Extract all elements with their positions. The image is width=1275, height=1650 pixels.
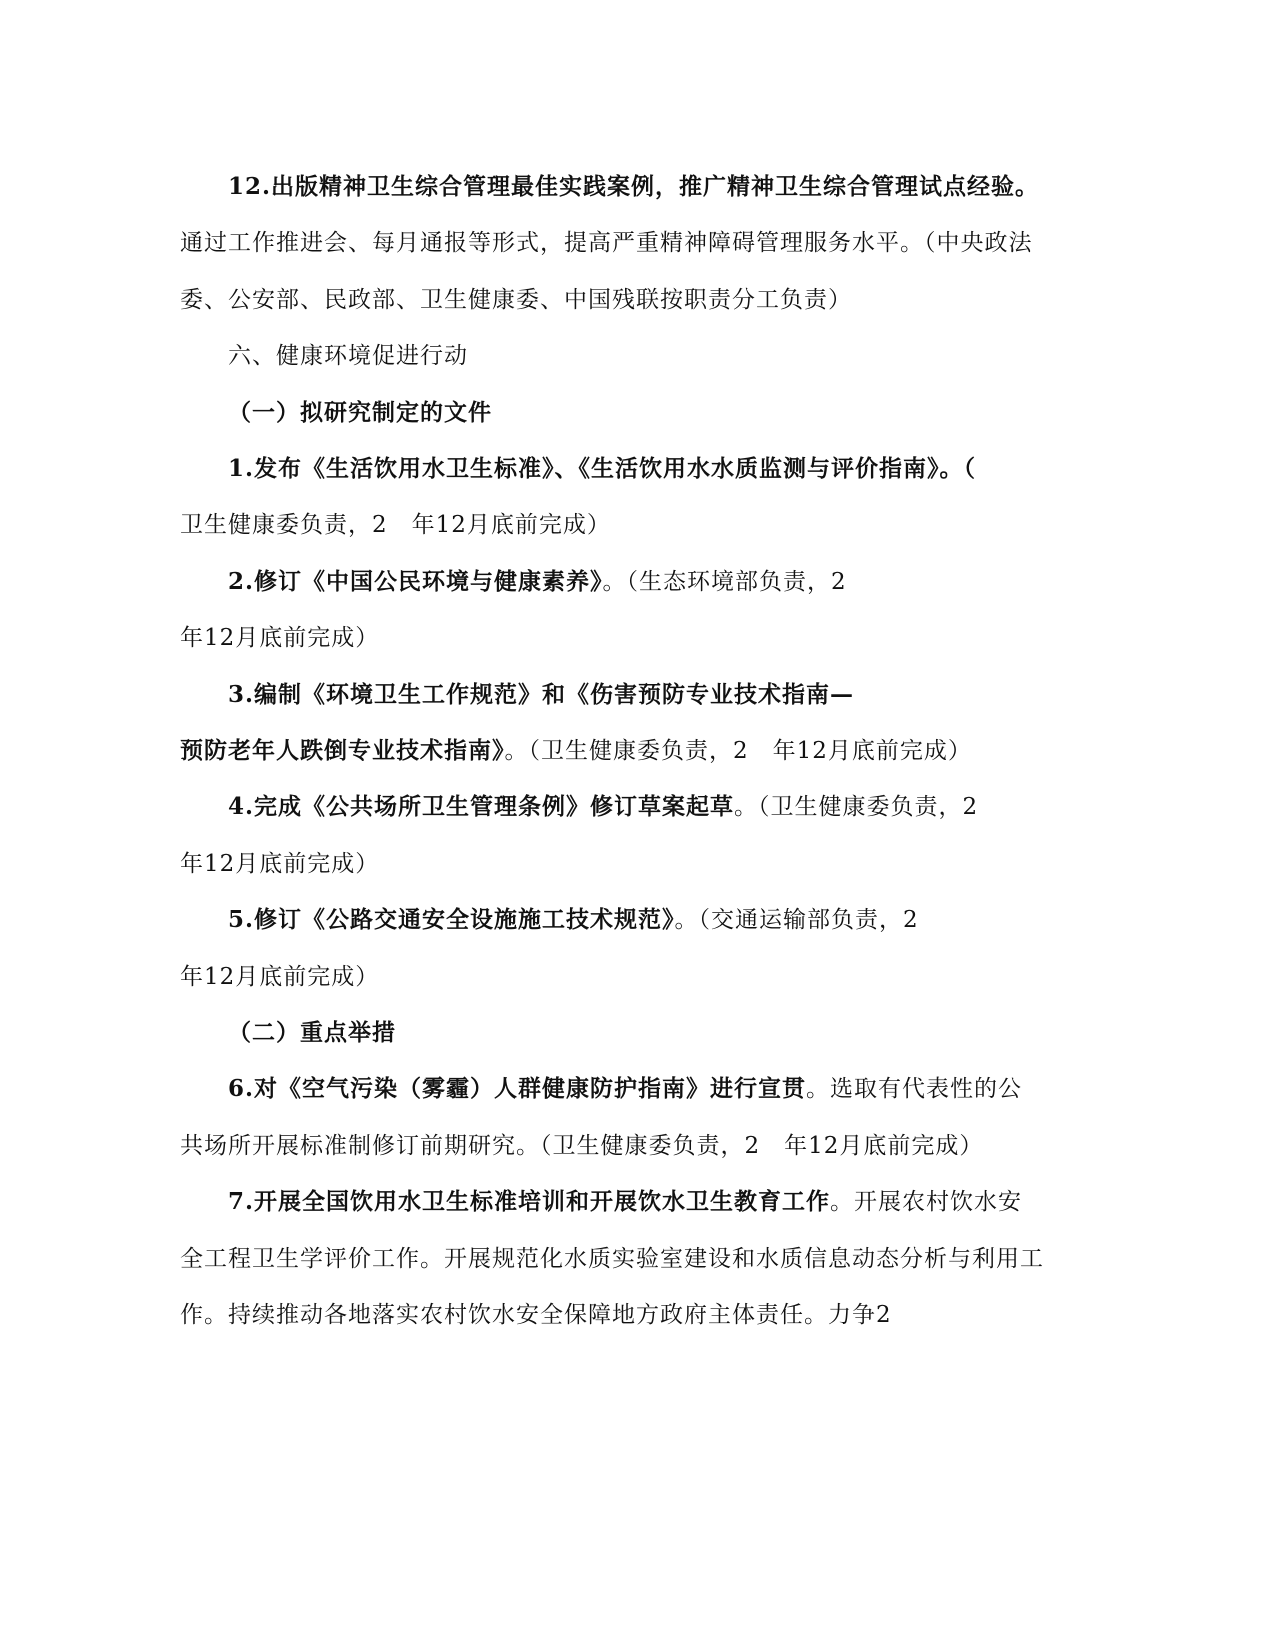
item-1-line-2: 卫生健康委负责，2 年12月底前完成） <box>180 512 611 538</box>
item-4-note: 。（卫生健康委负责，2 <box>734 794 979 820</box>
item-12-line-1 <box>228 172 1039 202</box>
item-6-line-2: 共场所开展标准制修订前期研究。（卫生健康委负责，2 年12月底前完成） <box>180 1133 984 1159</box>
item-6-line-1 <box>228 1074 1022 1104</box>
subsection-1-heading: （一）拟研究制定的文件 <box>228 399 492 426</box>
item-2-note: 。（生态环境部负责，2 <box>602 569 847 595</box>
item-5-line-1 <box>228 905 919 935</box>
item-7-line-3: 作。持续推动各地落实农村饮水安全保障地方政府主体责任。力争2 <box>180 1302 892 1328</box>
item-2-line-1 <box>228 567 847 597</box>
item-4-line-1 <box>228 792 978 822</box>
item-3-line-2 <box>180 736 972 766</box>
item-7-line-2: 全工程卫生学评价工作。开展规范化水质实验室建设和水质信息动态分析与利用工 <box>180 1246 1044 1272</box>
item-3-heading: 3.编制《环境卫生工作规范》和《伤害预防专业技术指南— <box>228 681 855 708</box>
section-6-heading: 六、健康环境促进行动 <box>228 343 468 369</box>
item-6-note: 。选取有代表性的公 <box>806 1076 1023 1102</box>
item-7-line-1 <box>228 1187 1022 1217</box>
item-12-heading: 12.出版精神卫生综合管理最佳实践案例，推广精神卫生综合管理试点经验。 <box>228 173 1040 200</box>
item-7-note: 。开展农村饮水安 <box>830 1189 1023 1215</box>
item-1-line-1 <box>228 454 976 484</box>
item-12-line-2: 通过工作推进会、每月通报等形式，提高严重精神障碍管理服务水平。（中央政法 <box>180 230 1033 256</box>
item-12-line-3: 委、公安部、民政部、卫生健康委、中国残联按职责分工负责） <box>180 287 852 313</box>
item-3-line-1 <box>228 680 854 710</box>
item-5-heading: 5.修订《公路交通安全设施施工技术规范》 <box>228 906 675 933</box>
item-2-line-2: 年12月底前完成） <box>180 625 380 651</box>
subsection-2-heading: （二）重点举措 <box>228 1019 396 1046</box>
item-5-note: 。（交通运输部负责，2 <box>674 907 919 933</box>
item-3-note: 。（卫生健康委负责，2 年12月底前完成） <box>504 738 972 764</box>
item-1-heading: 1.发布《生活饮用水卫生标准》、《生活饮用水水质监测与评价指南》。（ <box>228 455 977 482</box>
item-4-heading: 4.完成《公共场所卫生管理条例》修订草案起草 <box>228 793 735 820</box>
item-5-line-2: 年12月底前完成） <box>180 964 380 990</box>
item-3-heading-cont: 预防老年人跌倒专业技术指南》 <box>180 737 505 764</box>
item-7-heading: 7.开展全国饮用水卫生标准培训和开展饮水卫生教育工作 <box>228 1188 831 1215</box>
item-4-line-2: 年12月底前完成） <box>180 851 380 877</box>
item-6-heading: 6.对《空气污染（雾霾）人群健康防护指南》进行宣贯 <box>228 1075 807 1102</box>
item-2-heading: 2.修订《中国公民环境与健康素养》 <box>228 568 603 595</box>
